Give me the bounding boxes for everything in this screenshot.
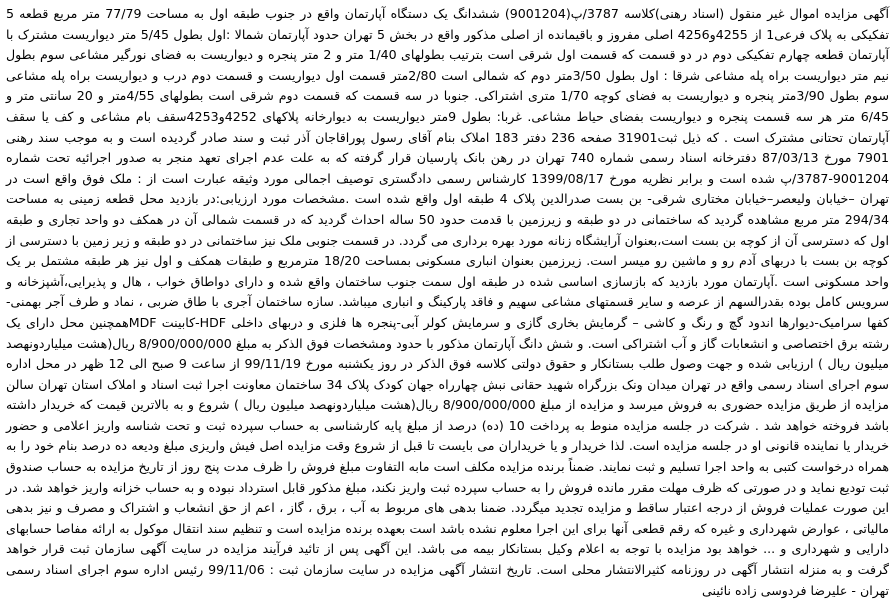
- notice-body: آگهی مزایده اموال غیر منقول (اسناد رهنی)کلاسه 3787/پ(9001204) ششدانگ یک دستگاه آپارتمان واقع در جنوب طبقه اول به مساحت 77/79 متر مربع قطعه 5 تفکیکی به پلاک فرعی1 از 4255و4256 اصلی مفروز و باقیمانده از اصلی مذکور واقع در بخش 5 تهران حدود آپارتمان شمالا :اول بطول 5/45 متر دیواریست مشترک با آپارتمان قطعه چهارم تفکیکی دوم در دو قسمت که قسمت اول شرقی است بترتیب بطولهای 1/40 متر و 2 متر پنجره و دیواریست به فضای نورگیر مشاعی سوم بطول نیم متر دیواریست براه پله مشاعی شرقا : اول بطول 3/50متر دوم که شمالی است 2/80متر قسمت اول دیواریست و قسمت دوم درب و دیواریست براه پله مشاعی سوم بطول 3/90متر پنجره و دیواریست به فضای کوچه 1/70 متری اشتراکی. جنوبا در سه قسمت که قسمت دوم شرقی است بطولهای 4/55متر و 20 سانتی متر و 6/45 متر هر سه قسمت پنجره و دیواریست بفضای حیاط مشاعی. غربا: بطول 9متر دیواریست به دیوارخانه پلاکهای 4252و4253سقف بام مشاعی و کف یا سقف آپارتمان تحتانی مشترک است . که ذیل ثبت31901 صفحه 236 دفتر 183 املاک بنام آقای رسول پوراقاجان آذر ثبت و سند صادر گردیده است و به موجب سند رهنی 7901 مورخ 87/03/13 دفترخانه اسناد رسمی شماره 740 تهران در رهن بانک پارسیان قرار گرفته که به علت عدم اجرای تعهد منجر به صدور اجرائیه تحت شماره 9001204-3787/پ شده است و برابر نظریه مورخ 1399/08/17 کارشناس رسمی دادگستری توصیف اجمالی مورد وثیقه عبارت است از : ملک فوق واقع است در تهران –خیابان ولیعصر–خیابان مختاری شرقی- بن بست صدرالدین پلاک 4 طبقه اول واقع شده است .مشخصات مورد ارزیابی:در بازدید محل قطعه زمینی به مساحت 294/34 متر مربع مشاهده گردید که ساختمانی در دو طبقه و زیرزمین با قدمت حدود 50 ساله احداث گردید که در قسمت شمالی آن در همکف دو واحد تجاری و طبقه اول که دسترسی آن از کوچه بن بست است،بعنوان آرایشگاه زنانه مورد بهره برداری می گردد. در قسمت جنوبی ملک نیز ساختمانی در دو طبقه و زیر زمین با دسترسی از کوچه بن بست با دربهای آدم رو و ماشین رو میسر است. زیرزمین بعنوان انباری مسکونی بمساحت 18/20 مترمربع و طبقات همکف و اول نیز هر طبقه مشتمل بر یک واحد مسکونی است .آپارتمان مورد بازدید که بازسازی اساسی شده در طبقه اول سمت جنوب ساختمان واقع شده و دارای دواطاق خواب ، هال و پذیرایی،آشپزخانه و سرویس کامل بوده بقدرالسهم از عرصه و سایر قسمتهای مشاعی سهیم و فاقد پارکینگ و انباری میباشد. سازه ساختمان آجری با طاق ضربی ، نماد و طرف آجر بهمنی-کفها سرامیک-دیوارها اندود گچ و رنگ و کاشی – گرمایش بخاری گازی و سرمایش کولر آبی-پنجره ها فلزی و دربهای داخلی HDF-کابینت MDFهمچنین محل دارای یک رشته برق اختصاصی و انشعابات گاز و آب اشتراکی است. و شش دانگ آپارتمان مذکور با حدود ومشخصات فوق الذکر به مبلغ 8/900/000/000 ریال(هشت میلیاردونهصد میلیون ریال ) ارزیابی شده و جهت وصول طلب بستانکار و حقوق دولتی کلاسه فوق الذکر در روز یکشنبه مورخ 99/11/19 از ساعت 9 صبح الی 12 ظهر در محل اداره سوم اجرای اسناد رسمی واقع در تهران میدان ونک بزرگراه شهید حقانی نبش چهارراه جهان کودک پلاک 34 ساختمان معاونت اجرا ثبت اسناد و املاک استان تهران سالن مزایده از طریق مزایده حضوری به فروش میرسد و مزایده از مبلغ 8/900/000/000 ریال(هشت میلیاردونهصد میلیون ریال ) شروع و به بالاترین قیمت که خریدار داشته باشد فروخته خواهد شد . شرکت در جلسه مزایده منوط به پرداخت 10 (ده) درصد از مبلغ پایه کارشناسی به حساب سپرده ثبت و تحت شناسه واریز اعلامی و حضور خریدار یا نماینده قانونی او در جلسه مزایده است. لذا خریدار و یا خریداران می بایست تا قبل از شروع وقت مزایده اصل فیش واریزی مبلغ ودیعه ده درصد بنام خود را به همراه درخواست کتبی به واحد اجرا تسلیم و ثبت نمایند. ضمناً برنده مزایده مکلف است مابه التفاوت مبلغ فروش را ظرف مدت پنج روز از تاریخ مزایده به حساب صندوق ثبت تودیع نماید و در صورتی که ظرف مهلت مقرر مانده فروش را به حساب سپرده ثبت واریز نکند، مبلغ مذکور قابل استرداد نبوده و به حساب خزانه واریز خواهد شد. در این صورت عملیات فروش از درجه اعتبار ساقط و مزایده تجدید میگردد. ضمنا بدهی های مربوط به آب ، برق ، گاز ، اعم از حق انشعاب و اشتراک و مصرف و نیز بدهی مالیاتی ، عوارض شهرداری و غیره که رقم قطعی آنها برای این اجرا معلوم نشده باشد است بعهده برنده مزایده است و تنظیم سند انتقال موکول به ارائه مفاصا حسابهای دارایی و شهرداری و ... خواهد بود مزایده با توجه به اعلام وکیل بستانکار بیمه می باشد. این آگهی پس از تائید فرآیند مزایده در سایت آگهی سازمان ثبت قرار خواهد گرفت و به منزله انتشار آگهی در روزنامه کثیرالانتشار محلی است. تاریخ انتشار آگهی مزایده در سایت سازمان ثبت : 99/11/06 رئیس اداره سوم اجرای اسناد رسمی تهران - علیرضا فردوسی زاده نائینی: [6, 6, 890, 598]
